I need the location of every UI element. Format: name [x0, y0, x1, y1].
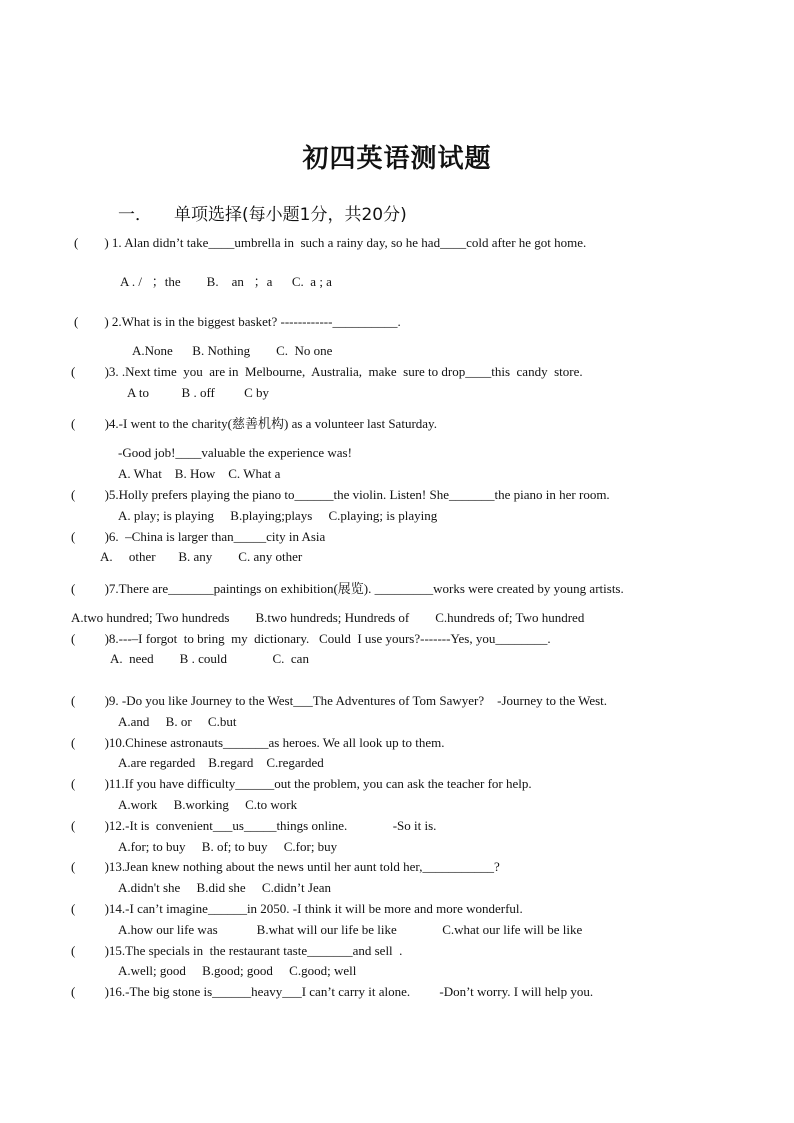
question-4: ( )4.-I went to the charity(慈善机构) as a volunteer last Saturday. [71, 416, 437, 431]
question-4-options: A. What B. How C. What a [118, 466, 281, 481]
question-9: ( )9. -Do you like Journey to the West___The Adventures of Tom Sawyer? -Journey to the West. [71, 693, 608, 708]
question-15: ( )15.The specials in the restaurant taste_______and sell . [71, 943, 403, 958]
question-9-options: A.and B. or C.but [118, 714, 237, 729]
question-5: ( )5.Holly prefers playing the piano to______the violin. Listen! She_______the piano in her room. [71, 487, 610, 502]
question-4-prompt: -Good job!____valuable the experience was! [118, 445, 352, 460]
question-1-options: A . / ；the B. an ；a C. a ; a [120, 274, 332, 289]
question-8: ( )8.---–I forgot to bring my dictionary. Could I use yours?-------Yes, you________. [71, 631, 551, 646]
question-1: ( ) 1. Alan didn’t take____umbrella in such a rainy day, so he had____cold after he got home. [74, 235, 587, 250]
question-12-options: A.for; to buy B. of; to buy C.for; buy [118, 839, 338, 854]
question-2-options: A.None B. Nothing C. No one [132, 343, 333, 358]
question-6: ( )6. –China is larger than_____city in Asia [71, 529, 326, 544]
question-5-options: A. play; is playing B.playing;plays C.playing; is playing [118, 508, 438, 523]
question-14: ( )14.-I can’t imagine______in 2050. -I think it will be more and more wonderful. [71, 901, 523, 916]
question-2: ( ) 2.What is in the biggest basket? ------------__________. [74, 314, 401, 329]
section-number: 一． [118, 205, 152, 225]
section-title: 单项选择(每小题1分，共20分) [174, 205, 407, 225]
question-3: ( )3. .Next time you are in Melbourne, Australia, make sure to drop____this candy store. [71, 364, 583, 379]
question-11-options: A.work B.working C.to work [118, 797, 298, 812]
question-13-options: A.didn't she B.did she C.didn’t Jean [118, 880, 331, 895]
question-8-options: A. need B . could C. can [110, 651, 309, 666]
question-12: ( )12.-It is convenient___us_____things online. -So it is. [71, 818, 437, 833]
question-16: ( )16.-The big stone is______heavy___I can’t carry it alone. -Don’t worry. I will help you. [71, 984, 594, 999]
section-heading [118, 200, 407, 225]
question-10-options: A.are regarded B.regard C.regarded [118, 755, 324, 770]
question-14-options: A.how our life was B.what will our life be like C.what our life will be like [118, 922, 583, 937]
question-11: ( )11.If you have difficulty______out the problem, you can ask the teacher for help. [71, 776, 532, 791]
question-15-options: A.well; good B.good; good C.good; well [118, 963, 357, 978]
question-7-options: A.two hundred; Two hundreds B.two hundreds; Hundreds of C.hundreds of; Two hundred [71, 610, 585, 625]
question-13: ( )13.Jean knew nothing about the news until her aunt told her,___________? [71, 859, 500, 874]
question-10: ( )10.Chinese astronauts_______as heroes. We all look up to them. [71, 735, 445, 750]
question-7: ( )7.There are_______paintings on exhibition(展览). _________works were created by young artists. [71, 581, 624, 596]
question-3-options: A to B . off C by [127, 385, 270, 400]
page-title: 初四英语测试题 [302, 144, 492, 174]
question-6-options: A. other B. any C. any other [100, 549, 303, 564]
